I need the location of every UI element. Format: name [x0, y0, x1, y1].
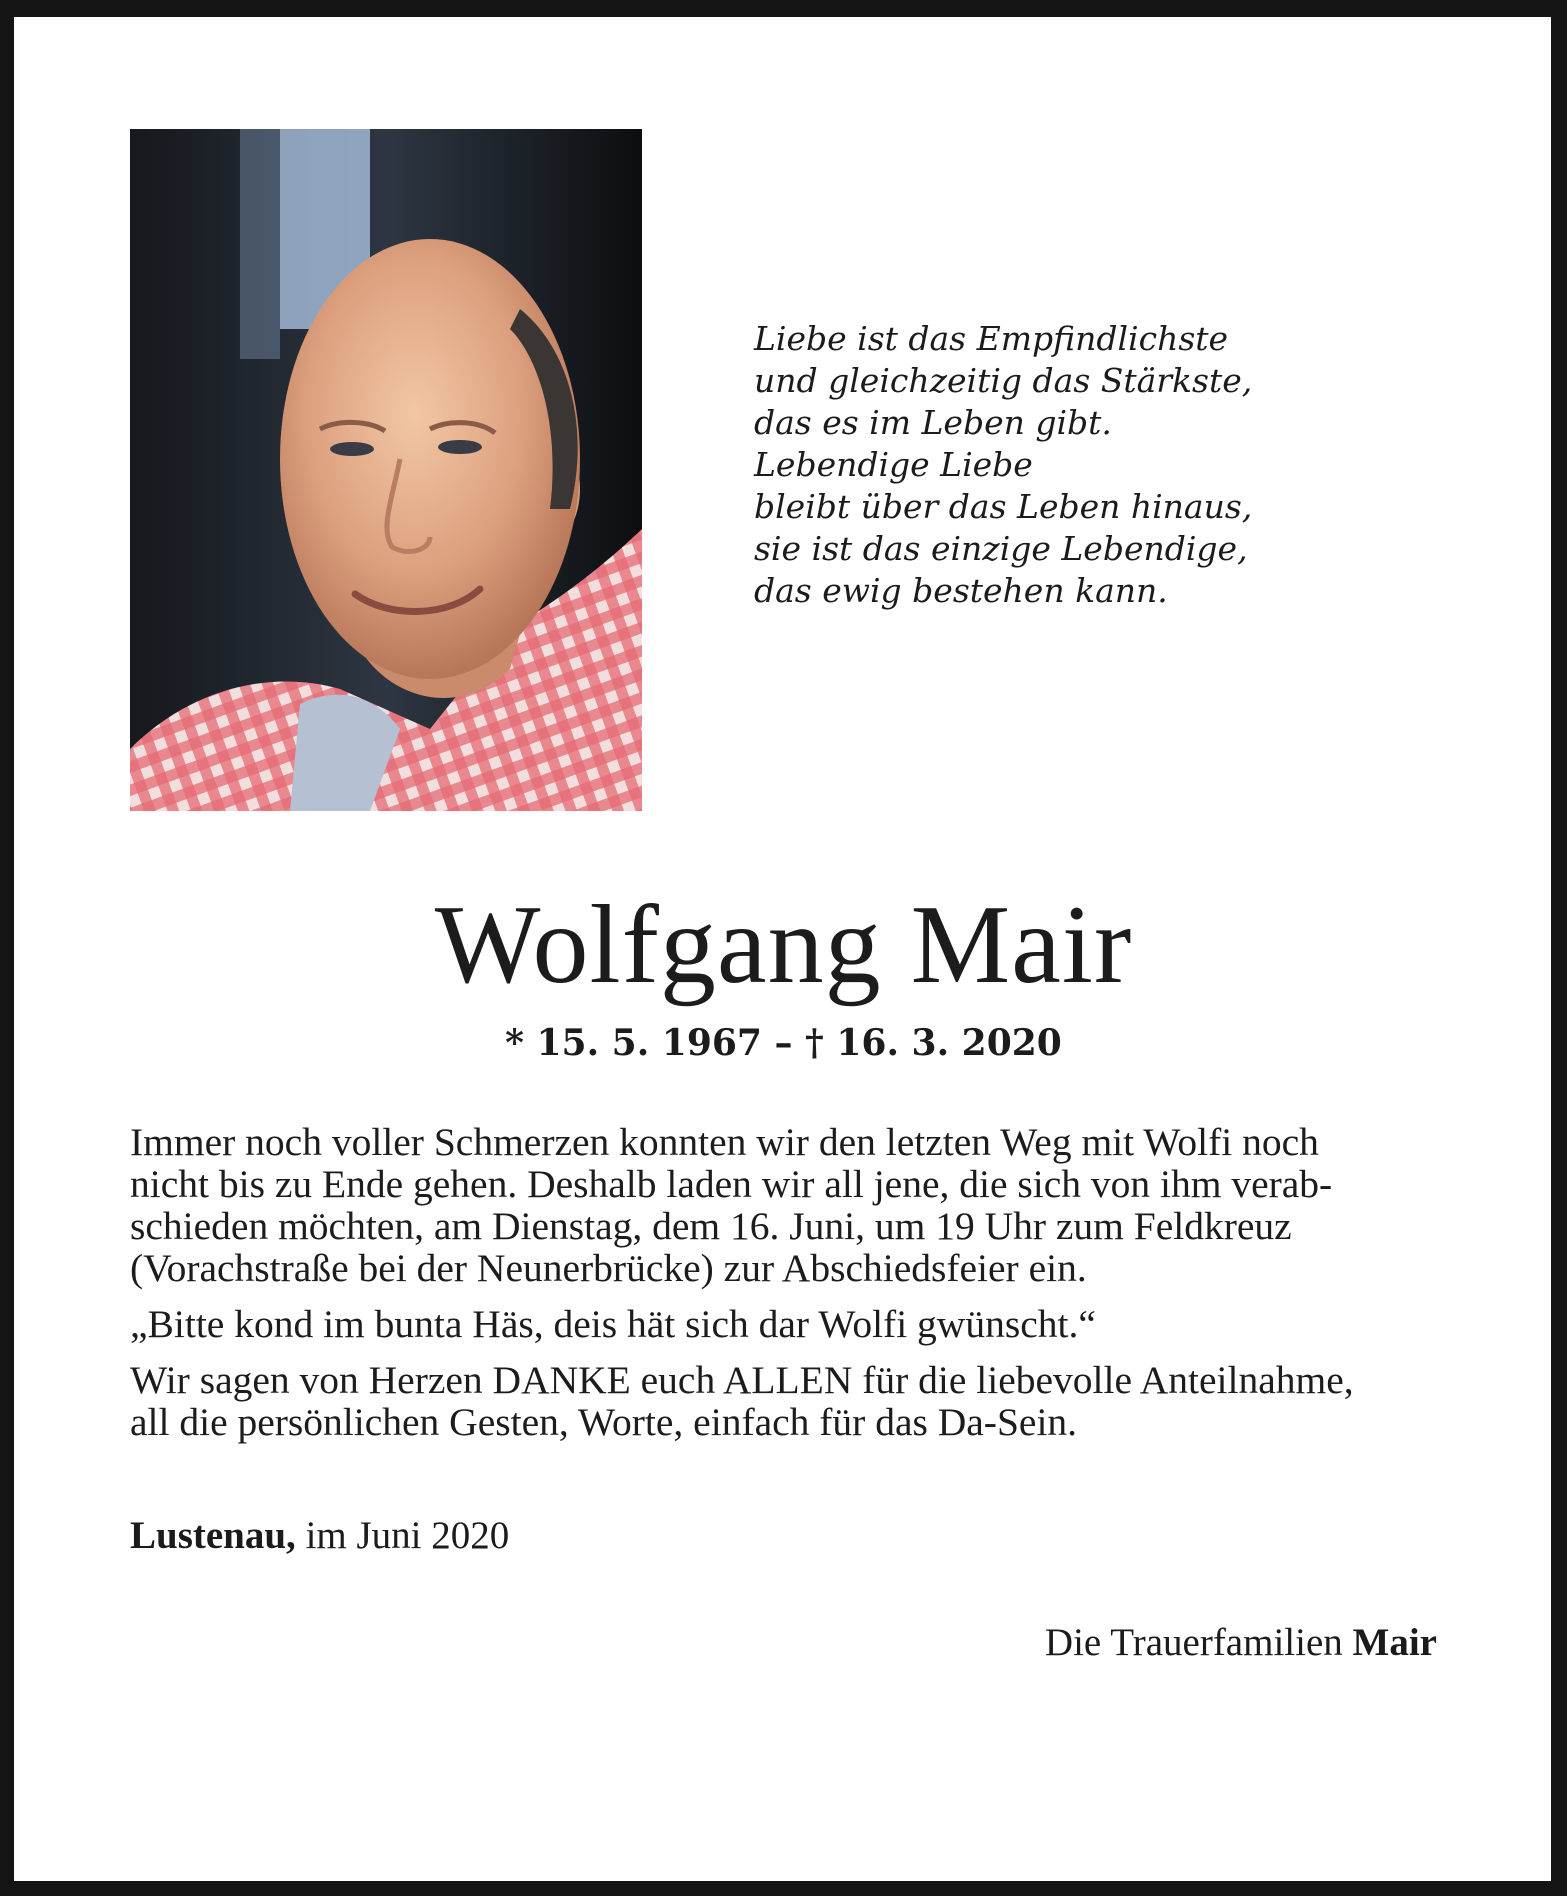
text-line: nicht bis zu Ende gehen. Deshalb laden wir all jene, die sich von ihm verab- — [130, 1162, 1333, 1206]
text-line: schieden möchten, am Dienstag, dem 16. Juni, um 19 Uhr zum Feldkreuz — [130, 1204, 1292, 1248]
life-dates: * 15. 5. 1967 – † 16. 3. 2020 — [505, 1022, 1062, 1064]
poem-line: das es im Leben gibt. — [754, 403, 1112, 442]
signature-family-name: Mair — [1352, 1621, 1437, 1664]
poem — [754, 318, 1314, 612]
announcement-text — [130, 1121, 1436, 1457]
invitation-paragraph — [130, 1121, 1436, 1289]
poem-line: und gleichzeitig das Stärkste, — [754, 361, 1253, 400]
poem-line: das ewig bestehen kann. — [754, 571, 1168, 610]
text-line: „Bitte kond im bunta Häs, deis hät sich dar Wolfi gwünscht.“ — [130, 1302, 1096, 1346]
thanks-paragraph — [130, 1359, 1436, 1443]
poem-line: Liebe ist das Empfindlichste — [754, 319, 1229, 358]
quote-paragraph — [130, 1303, 1436, 1345]
text-line: Wir sagen von Herzen DANKE euch ALLEN für die liebevolle Anteilnahme, — [130, 1358, 1354, 1402]
poem-line: bleibt über das Leben hinaus, — [754, 487, 1253, 526]
text-line: Immer noch voller Schmerzen konnten wir den letzten Weg mit Wolfi noch — [130, 1120, 1319, 1164]
place-name: Lustenau, — [130, 1514, 296, 1557]
signature — [1045, 1621, 1437, 1665]
portrait-photo — [130, 129, 642, 811]
deceased-name: Wolfgang Mair — [434, 883, 1133, 1007]
text-line: all die persönlichen Gesten, Worte, einfach für das Da-Sein. — [130, 1400, 1078, 1444]
poem-line: sie ist das einzige Lebendige, — [754, 529, 1248, 568]
poem-line: Lebendige Liebe — [754, 445, 1033, 484]
place-date — [130, 1514, 509, 1558]
date-text: im Juni 2020 — [295, 1514, 510, 1557]
signature-prefix: Die Trauerfamilien — [1044, 1621, 1353, 1664]
text-line: (Vorachstraße bei der Neunerbrücke) zur Abschiedsfeier ein. — [130, 1246, 1087, 1290]
